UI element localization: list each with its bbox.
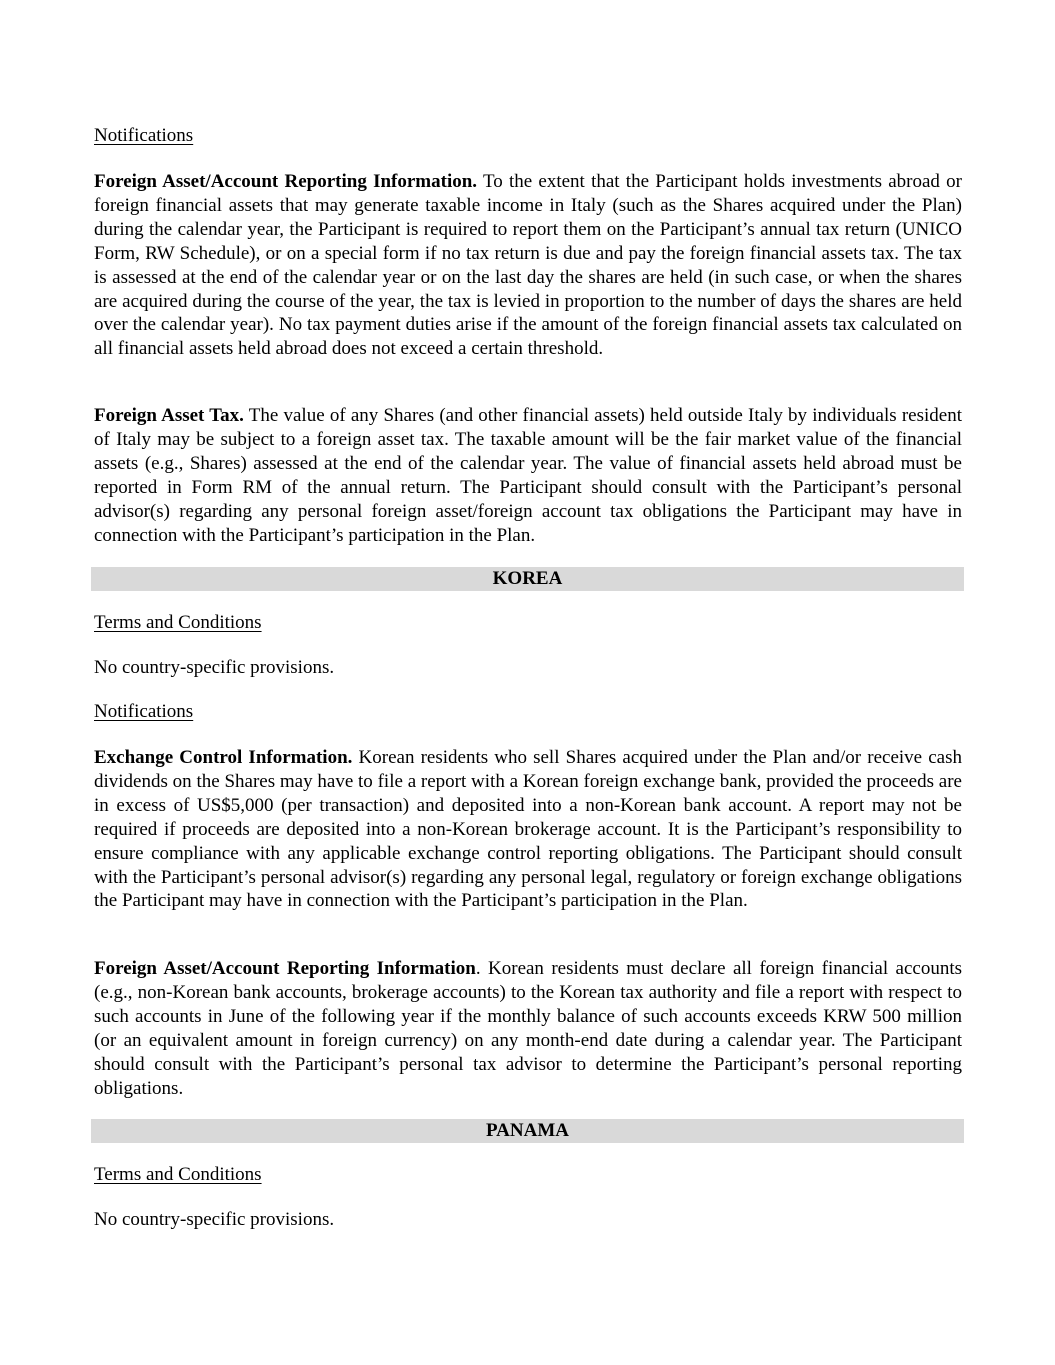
paragraph-body: The value of any Shares (and other financial assets) held outside Italy by individuals resident of Italy may be subject to a foreign asset tax. The taxable amount will be the fair market value of the financial assets (e.g., Shares) assessed at the end of the calendar year. The value of financial assets held abroad must be reported in Form RM of the annual return. The Participant should consult with the Participant’s personal advisor(s) regarding any personal foreign asset/foreign account tax obligations the Participant may have in connection with the Participant’s participation in the Plan.: [94, 405, 962, 546]
korea-notifications-heading: Notifications: [94, 701, 194, 722]
korea-section-header: KOREA: [91, 567, 964, 591]
italy-foreign-asset-account-reporting-paragraph: [94, 170, 962, 361]
paragraph-title: Foreign Asset Tax.: [94, 405, 244, 426]
paragraph-body: Korean residents who sell Shares acquired under the Plan and/or receive cash dividends on the Shares may have to file a report with a Korean foreign exchange bank, provided the proceeds are in excess of US$5,000 (per transaction) and deposited into a non-Korean bank account. A report may not be required if proceeds are deposited into a non-Korean brokerage account. It is the Participant’s responsibility to ensure compliance with any applicable exchange control reporting obligations. The Participant should consult with the Participant’s personal advisor(s) regarding any personal legal, regulatory or foreign exchange obligations the Participant may have in connection with the Participant’s participation in the Plan.: [94, 747, 962, 912]
korea-terms-text: No country-specific provisions.: [94, 657, 335, 678]
italy-foreign-asset-tax-paragraph: [94, 404, 962, 547]
panama-section-header: PANAMA: [91, 1119, 964, 1143]
paragraph-title: Foreign Asset/Account Reporting Information.: [94, 171, 478, 192]
korea-terms-heading: Terms and Conditions: [94, 612, 262, 633]
paragraph-title: Foreign Asset/Account Reporting Information: [94, 958, 476, 979]
paragraph-title: Exchange Control Information.: [94, 747, 353, 768]
panama-terms-text: No country-specific provisions.: [94, 1209, 335, 1230]
korea-foreign-asset-account-reporting-paragraph: [94, 957, 962, 1100]
italy-notifications-heading: Notifications: [94, 125, 194, 146]
paragraph-body: . Korean residents must declare all foreign financial accounts (e.g., non-Korean bank accounts, brokerage accounts) to the Korean tax authority and file a report with respect to such accounts in June of the following year if the monthly balance of such accounts exceeds KRW 500 million (or an equivalent amount in foreign currency) on any month-end date during a calendar year. The Participant should consult with the Participant’s personal tax advisor to determine the Participant’s personal reporting obligations.: [94, 958, 962, 1099]
paragraph-body: To the extent that the Participant holds investments abroad or foreign financial assets that may generate taxable income in Italy (such as the Shares acquired under the Plan) during the calendar year, the Participant is required to report them on the Participant’s annual tax return (UNICO Form, RW Schedule), or on a special form if no tax return is due and pay the foreign financial assets tax. The tax is assessed at the end of the calendar year or on the last day the shares are held (in such case, or when the shares are acquired during the course of the year, the tax is levied in proportion to the number of days the shares are held over the calendar year). No tax payment duties arise if the amount of the foreign financial assets tax calculated on all financial assets held abroad does not exceed a certain threshold.: [94, 171, 962, 360]
korea-exchange-control-paragraph: [94, 746, 962, 913]
panama-terms-heading: Terms and Conditions: [94, 1164, 262, 1185]
